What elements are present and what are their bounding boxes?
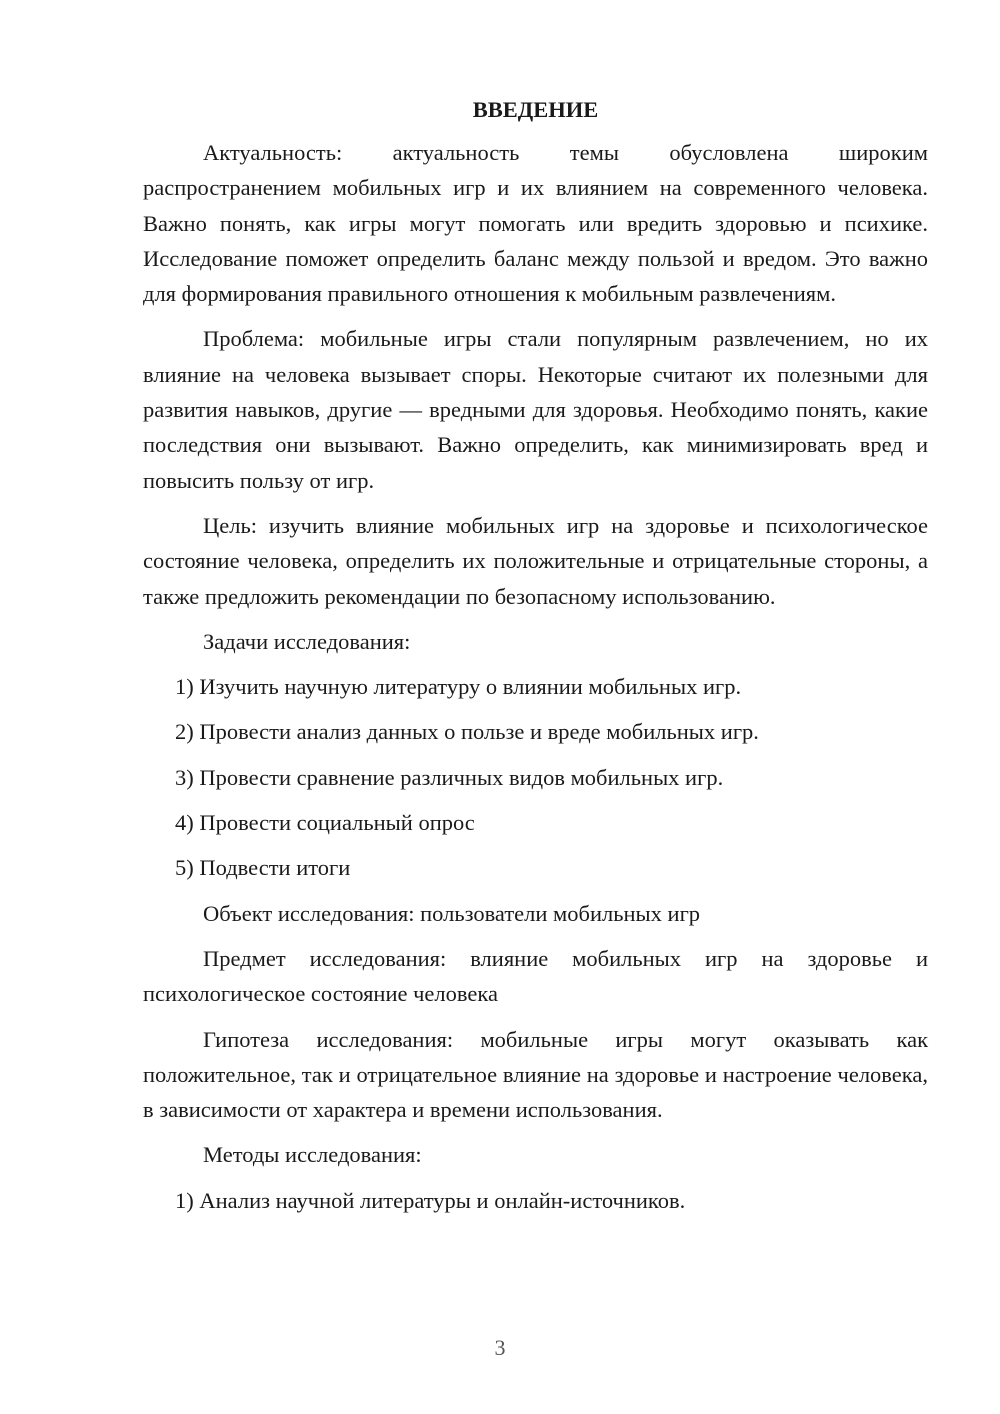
- page-content: [143, 95, 928, 1228]
- task-item-1: 1) Изучить научную литературу о влиянии мобильных игр.: [175, 674, 742, 700]
- goal-paragraph: Цель: изучить влияние мобильных игр на здоровье и психологическое состояние человека, определить их положительные и отрицательные стороны, а также предложить рекомендации по безопасному использованию.: [143, 512, 928, 609]
- page-number: 3: [494, 1335, 506, 1360]
- subject-paragraph: Предмет исследования: влияние мобильных игр на здоровье и психологическое состояние человека: [143, 945, 928, 1007]
- problem-paragraph: Проблема: мобильные игры стали популярным развлечением, но их влияние на человека вызывает споры. Некоторые считают их полезными для развития навыков, другие — вредными для здоровья. Необходимо понять, какие последствия они вызывают. Важно определить, как минимизировать вред и повысить пользу от игр.: [143, 326, 928, 493]
- task-item-3: 3) Провести сравнение различных видов мобильных игр.: [175, 764, 724, 790]
- page-title: ВВЕДЕНИЕ: [472, 97, 599, 122]
- task-item-4: 4) Провести социальный опрос: [175, 810, 475, 836]
- object-paragraph: Объект исследования: пользователи мобильных игр: [203, 900, 701, 926]
- methods-heading: Методы исследования:: [203, 1142, 422, 1168]
- task-item-5: 5) Подвести итоги: [175, 855, 351, 881]
- method-item-1: 1) Анализ научной литературы и онлайн-источников.: [175, 1187, 686, 1213]
- relevance-paragraph: Актуальность: актуальность темы обусловлена широким распространением мобильных игр и их влиянием на современного человека. Важно понять, как игры могут помогать или вредить здоровью и психике. Исследование поможет определить баланс между пользой и вредом. Это важно для формирования правильного отношения к мобильным развлечениям.: [143, 140, 928, 307]
- hypothesis-paragraph: Гипотеза исследования: мобильные игры могут оказывать как положительное, так и отрицательное влияние на здоровье и настроение человека, в зависимости от характера и времени использования.: [143, 1026, 928, 1123]
- tasks-heading: Задачи исследования:: [203, 628, 411, 654]
- task-item-2: 2) Провести анализ данных о пользе и вреде мобильных игр.: [175, 719, 759, 745]
